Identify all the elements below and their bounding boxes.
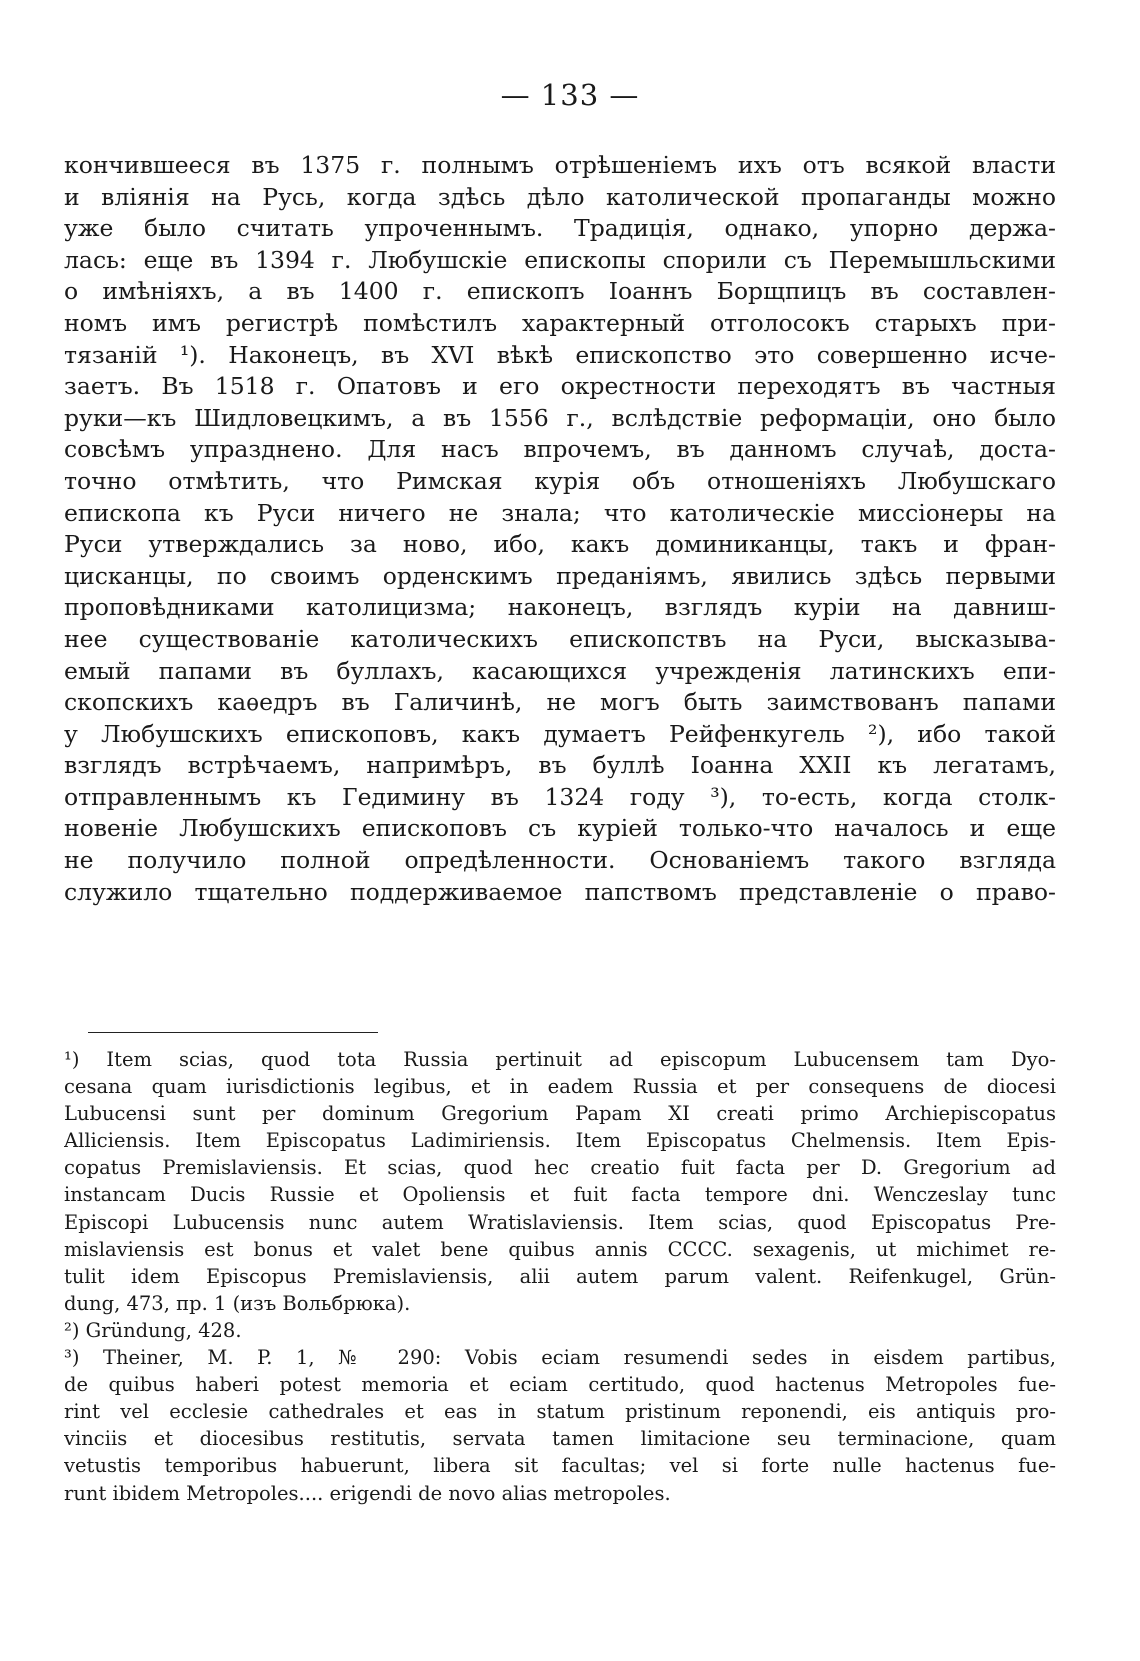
footnote-line: de quibus haberi potest memoria et eciam certitudo, quod hactenus Metropoles fue- — [64, 1373, 1056, 1397]
text-line: точно отмѣтить, что Римская курія объ отношеніяхъ Любушскаго — [64, 466, 1056, 495]
footnote-line: mislaviensis est bonus et valet bene quibus annis CCCC. sexagenis, ut michimet re- — [64, 1237, 1056, 1261]
footnote-line: cesana quam iurisdictionis legibus, et in eadem Russia et per consequens de diocesi — [64, 1075, 1056, 1099]
footnote-line: vetustis temporibus habuerunt, libera sit facultas; vel si forte nulle hactenus fue- — [64, 1454, 1056, 1478]
text-line: руки—къ Шидловецкимъ, а въ 1556 г., вслѣдствіе реформаціи, оно было — [64, 403, 1056, 432]
page-number: — 133 — — [500, 78, 640, 112]
footnote-line: ²) Gründung, 428. — [64, 1318, 242, 1342]
main-text — [64, 150, 1056, 908]
footnote-line: instancam Ducis Russie et Opoliensis et fuit facta tempore dni. Wenczeslay tunc — [64, 1183, 1056, 1207]
text-line: совсѣмъ упразднено. Для насъ впрочемъ, въ данномъ случаѣ, доста- — [64, 435, 1056, 464]
footnote-line: runt ibidem Metropoles.... erigendi de novo alias metropoles. — [64, 1481, 671, 1505]
text-line: взглядъ встрѣчаемъ, напримѣръ, въ буллѣ Іоанна XXII къ легатамъ, — [64, 751, 1056, 780]
footnote-line: tulit idem Episcopus Premislaviensis, alii autem parum valent. Reifenkugel, Grün- — [64, 1264, 1056, 1288]
text-line: цисканцы, по своимъ орденскимъ преданіямъ, явились здѣсь первыми — [64, 561, 1056, 590]
text-line: скопскихъ каѳедръ въ Галичинѣ, не могъ быть заимствованъ папами — [64, 688, 1056, 717]
text-line: служило тщательно поддерживаемое папствомъ представленіе о право- — [64, 877, 1056, 906]
text-line: Руси утверждались за ново, ибо, какъ доминиканцы, такъ и фран- — [64, 530, 1056, 559]
footnote-line: Alliciensis. Item Episcopatus Ladimiriensis. Item Episcopatus Chelmensis. Item Epis- — [64, 1129, 1056, 1153]
text-line: не получило полной опредѣленности. Основаніемъ такого взгляда — [64, 846, 1056, 875]
footnote-line: Lubucensi sunt per dominum Gregorium Papam XI creati primo Archiepiscopatus — [64, 1102, 1056, 1126]
footnote-line: vinciis et diocesibus restitutis, servata tamen limitacione seu terminacione, quam — [64, 1427, 1056, 1451]
footnote-line: ³) Theiner, M. P. 1, № 290: Vobis eciam resumendi sedes in eisdem partibus, — [64, 1346, 1056, 1370]
footnotes — [64, 1046, 1056, 1507]
footnote-divider — [88, 1032, 378, 1033]
text-line: тязаній ¹). Наконецъ, въ XVI вѣкѣ епископство это совершенно исче- — [64, 340, 1056, 369]
footnote-line: Episcopi Lubucensis nunc autem Wratislaviensis. Item scias, quod Episcopatus Pre- — [64, 1210, 1056, 1234]
text-line: о имѣніяхъ, а въ 1400 г. епископъ Іоаннъ Борщпицъ въ составлен- — [64, 277, 1056, 306]
text-line: отправленнымъ къ Гедимину въ 1324 году ³), то-есть, когда столк- — [64, 782, 1056, 811]
text-line: номъ имъ регистрѣ помѣстилъ характерный отголосокъ старыхъ при- — [64, 308, 1056, 337]
text-line: лась: еще въ 1394 г. Любушскіе епископы спорили съ Перемышльскими — [64, 245, 1056, 274]
text-line: нее существованіе католическихъ епископствъ на Руси, высказыва- — [64, 624, 1056, 653]
footnote-line: dung, 473, пр. 1 (изъ Вольбрюка). — [64, 1291, 411, 1315]
text-line: уже было считать упроченнымъ. Традиція, однако, упорно держа- — [64, 214, 1056, 243]
text-line: заетъ. Въ 1518 г. Опатовъ и его окрестности переходятъ въ частныя — [64, 372, 1056, 401]
text-line: проповѣдниками католицизма; наконецъ, взглядъ куріи на давниш- — [64, 593, 1056, 622]
text-line: епископа къ Руси ничего не знала; что католическіе миссіонеры на — [64, 498, 1056, 527]
text-line: у Любушскихъ епископовъ, какъ думаетъ Рейфенкугель ²), ибо такой — [64, 719, 1056, 748]
footnote-line: copatus Premislaviensis. Et scias, quod hec creatio fuit facta per D. Gregorium ad — [64, 1156, 1056, 1180]
footnote-line: ¹) Item scias, quod tota Russia pertinuit ad episcopum Lubucensem tam Dyo- — [64, 1048, 1056, 1071]
text-line: новеніе Любушскихъ епископовъ съ куріей только-что началось и еще — [64, 814, 1056, 843]
text-line: емый папами въ буллахъ, касающихся учрежденія латинскихъ епи- — [64, 656, 1056, 685]
text-line: кончившееся въ 1375 г. полнымъ отрѣшеніемъ ихъ отъ всякой власти — [64, 151, 1056, 179]
text-line: и вліянія на Русь, когда здѣсь дѣло католической пропаганды можно — [64, 182, 1056, 211]
footnote-line: rint vel ecclesie cathedrales et eas in statum pristinum reponendi, eis antiquis pro- — [64, 1400, 1056, 1424]
